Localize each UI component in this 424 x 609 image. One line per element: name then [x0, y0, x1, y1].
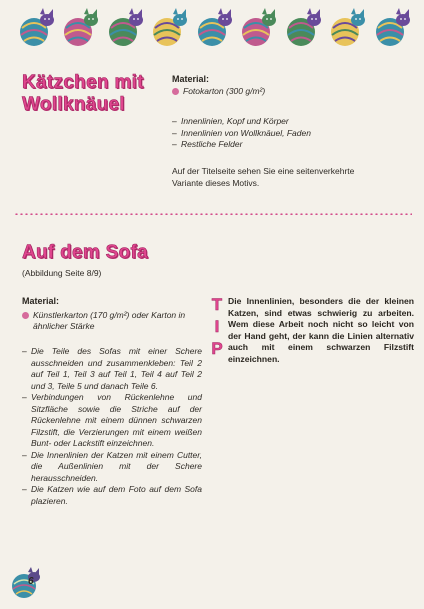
bullet-dot-icon: [22, 312, 29, 319]
tip-text: Die Innenlinien, besonders die der kleinen Katzen, sind etwas schwierig zu arbeiten. Wem diese Arbeit noch nicht so leicht von der Hand geht, der kann die Linien alternativ auch mit einem schwarzen Filzstift einzeichnen.: [228, 296, 414, 364]
section2-material-bullet-text: Künstlerkarton (170 g/m²) oder Karton in ähnlicher Stärke: [33, 309, 186, 331]
section1-note: Auf der Titelseite sehen Sie eine seitenverkehrte Variante dieses Motivs.: [172, 166, 355, 188]
section1-material-bullet-text: Fotokarton (300 g/m²): [183, 85, 266, 96]
section1-material-bullet: [172, 86, 402, 98]
kitten-with-yarn-icon: [105, 8, 145, 50]
section1-material-label: Material:: [172, 74, 210, 84]
tip-vertical-label: [210, 294, 224, 360]
kitten-with-yarn-icon: [194, 8, 234, 50]
kitten-with-yarn-icon: [60, 8, 100, 50]
tip-letter: T: [211, 295, 223, 314]
tip-letter: P: [211, 339, 223, 358]
dotted-divider: [14, 213, 412, 215]
list-item: – Innenlinien, Kopf und Körper: [172, 116, 402, 128]
section1-title: [22, 72, 162, 116]
kitten-with-yarn-icon: [16, 8, 56, 50]
section2-material-bullet: [22, 310, 202, 333]
list-item: – Innenlinien von Wollknäuel, Faden: [172, 128, 402, 140]
tip-letter: I: [214, 317, 220, 336]
bullet-dot-icon: [172, 88, 179, 95]
page-number: 6: [28, 576, 34, 587]
kitten-with-yarn-icon: [372, 8, 412, 50]
section2-step-list: [22, 346, 202, 507]
section2-title: Auf dem Sofa: [22, 242, 149, 263]
section2-subcaption: (Abbildung Seite 8/9): [22, 268, 102, 278]
header-kitten-strip: [14, 8, 414, 52]
section1-material: [172, 74, 402, 97]
list-item: – Die Innenlinien der Katzen mit einem Cutter, die Außenlinien mit der Schere herausschneiden.: [22, 450, 202, 485]
kitten-with-yarn-icon: [283, 8, 323, 50]
list-item: – Die Teile des Sofas mit einer Schere ausschneiden und zusammenkleben: Teil 2 auf Teil 1, Teil 3 auf Teil 1, Teil 4 auf Teil 2 und 3, Teile 5 und danach Teile 6.: [22, 346, 202, 392]
section1-title-line1: Kätzchen mit: [22, 72, 144, 93]
section1-item-list: [172, 116, 402, 151]
section1-title-line2: Wollknäuel: [22, 94, 125, 115]
section2-material: [22, 296, 202, 333]
list-item: – Verbindungen von Rückenlehne und Sitzfläche sowie die Striche auf der Rückenlehne mit einem dünnen schwarzen Filzstift, die Verzierungen mit einem weißen Bunt- oder Lackstift einzeichnen.: [22, 392, 202, 450]
kitten-with-yarn-icon: [238, 8, 278, 50]
section2-material-label: Material:: [22, 296, 60, 306]
list-item: – Restliche Felder: [172, 139, 402, 151]
page-number-kitten-icon: [10, 566, 42, 600]
kitten-with-yarn-icon: [327, 8, 367, 50]
kitten-with-yarn-icon: [149, 8, 189, 50]
list-item: – Die Katzen wie auf dem Foto auf dem Sofa plazieren.: [22, 484, 202, 507]
